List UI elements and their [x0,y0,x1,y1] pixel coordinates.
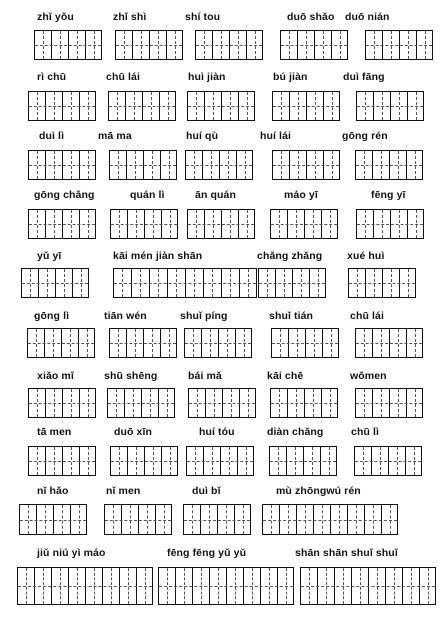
cell-guide-line [114,283,256,284]
pinyin-label: tiān wén [104,310,147,322]
writing-grid[interactable] [113,268,257,298]
cell-guide-line [109,106,175,107]
writing-grid[interactable] [300,567,436,605]
pinyin-label: yǔ yī [37,250,62,262]
cell-guide-line [187,461,253,462]
pinyin-label: duì lì [39,130,65,142]
writing-grid[interactable] [355,328,423,358]
pinyin-label: gōng lì [34,310,70,322]
cell-guide-line [271,224,337,225]
cell-guide-line [272,343,338,344]
writing-grid[interactable] [107,388,175,418]
writing-grid[interactable] [28,388,96,418]
pinyin-label: duì fāng [343,71,385,83]
pinyin-label: kāi chē [267,370,304,382]
pinyin-label: gōng rén [342,130,388,142]
pinyin-label: nǐ hǎo [37,485,69,497]
cell-guide-line [110,165,176,166]
pinyin-label: fēng yī [371,189,406,201]
pinyin-label: wǒmen [350,370,387,382]
cell-guide-line [35,45,101,46]
writing-grid[interactable] [355,150,423,180]
writing-grid[interactable] [110,446,178,476]
writing-grid[interactable] [356,209,424,239]
writing-grid[interactable] [195,30,263,60]
writing-grid[interactable] [365,30,433,60]
cell-guide-line [29,403,95,404]
writing-grid[interactable] [355,388,423,418]
writing-grid[interactable] [356,91,424,121]
writing-grid[interactable] [21,268,89,298]
writing-grid[interactable] [280,30,348,60]
cell-guide-line [184,520,250,521]
pinyin-label: huí tóu [199,426,235,438]
writing-grid[interactable] [108,91,176,121]
cell-guide-line [301,586,435,587]
writing-grid[interactable] [110,209,178,239]
pinyin-label: duō nián [345,11,390,23]
writing-grid[interactable] [354,446,422,476]
writing-grid[interactable] [187,209,255,239]
cell-guide-line [159,586,293,587]
cell-guide-line [357,224,423,225]
pinyin-label: chū lái [350,310,384,322]
cell-guide-line [271,403,337,404]
cell-guide-line [186,165,252,166]
writing-grid[interactable] [28,91,96,121]
pinyin-label: duō xīn [114,426,153,438]
pinyin-label: huì jiàn [188,71,226,83]
writing-grid[interactable] [262,504,398,535]
pinyin-label: shuǐ tián [269,310,314,322]
pinyin-label: mā ma [98,130,132,142]
cell-guide-line [185,343,251,344]
cell-guide-line [29,461,95,462]
writing-grid[interactable] [34,30,102,60]
cell-guide-line [110,343,176,344]
writing-grid[interactable] [270,388,338,418]
pinyin-label: shān shān shuǐ shuǐ [295,547,398,559]
writing-grid[interactable] [183,504,251,535]
pinyin-label: nǐ men [106,485,141,497]
pinyin-label: shū shēng [104,370,158,382]
writing-grid[interactable] [27,328,95,358]
cell-guide-line [356,165,422,166]
cell-guide-line [116,45,182,46]
writing-grid[interactable] [272,91,340,121]
cell-guide-line [273,106,339,107]
pinyin-label: duì bǐ [192,485,221,497]
writing-grid[interactable] [109,150,177,180]
writing-grid[interactable] [17,567,153,605]
cell-guide-line [18,586,152,587]
cell-guide-line [105,520,171,521]
pinyin-label: bú jiàn [273,71,308,83]
cell-guide-line [28,343,94,344]
cell-guide-line [196,45,262,46]
cell-guide-line [29,224,95,225]
pinyin-label: chū lì [351,426,380,438]
pinyin-label: jiǔ niú yì máo [37,547,106,559]
writing-grid[interactable] [19,504,87,535]
pinyin-label: gōng chǎng [34,189,95,201]
pinyin-label: huí qù [186,130,219,142]
cell-guide-line [270,461,336,462]
pinyin-label: duō shǎo [287,11,335,23]
pinyin-label: quán lì [130,189,165,201]
pinyin-label: xué huì [347,250,385,262]
pinyin-label: chǎng zhǎng [257,250,323,262]
writing-grid[interactable] [187,91,255,121]
cell-guide-line [111,224,177,225]
cell-guide-line [111,461,177,462]
cell-guide-line [22,283,88,284]
cell-guide-line [366,45,432,46]
pinyin-label: kāi mén jiàn shān [113,250,203,262]
writing-grid[interactable] [104,504,172,535]
pinyin-label: zhǐ shì [113,11,147,23]
cell-guide-line [259,283,325,284]
cell-guide-line [355,461,421,462]
cell-guide-line [188,106,254,107]
writing-grid[interactable] [28,446,96,476]
writing-grid[interactable] [185,150,253,180]
pinyin-label: tā men [37,426,72,438]
pinyin-label: diàn chǎng [267,426,324,438]
pinyin-label: mù zhōngwú rén [276,485,361,497]
pinyin-label: chū lái [106,71,140,83]
cell-guide-line [189,403,255,404]
pinyin-label: huí lái [260,130,292,142]
pinyin-label: xiǎo mǐ [37,370,74,382]
writing-grid[interactable] [186,446,254,476]
writing-grid[interactable] [272,150,340,180]
cell-guide-line [263,520,397,521]
writing-grid[interactable] [270,209,338,239]
writing-grid[interactable] [28,209,96,239]
cell-guide-line [356,403,422,404]
writing-grid[interactable] [115,30,183,60]
cell-guide-line [349,283,415,284]
pinyin-label: fēng fēng yǔ yǔ [167,547,247,559]
writing-grid[interactable] [158,567,294,605]
writing-grid[interactable] [269,446,337,476]
cell-guide-line [357,106,423,107]
pinyin-label: máo yī [284,189,318,201]
writing-grid[interactable] [28,150,96,180]
cell-guide-line [188,224,254,225]
cell-guide-line [273,165,339,166]
pinyin-label: ān quán [195,189,236,201]
pinyin-label: shí tou [185,11,221,23]
writing-grid[interactable] [188,388,256,418]
cell-guide-line [356,343,422,344]
cell-guide-line [108,403,174,404]
cell-guide-line [29,165,95,166]
cell-guide-line [20,520,86,521]
writing-grid[interactable] [258,268,326,298]
cell-guide-line [281,45,347,46]
writing-grid[interactable] [271,328,339,358]
writing-grid[interactable] [109,328,177,358]
pinyin-label: rì chū [37,71,67,83]
pinyin-label: bái mǎ [188,370,222,382]
pinyin-label: shuǐ píng [180,310,228,322]
writing-grid[interactable] [348,268,416,298]
pinyin-label: zhǐ yǒu [37,11,74,23]
writing-grid[interactable] [184,328,252,358]
cell-guide-line [29,106,95,107]
